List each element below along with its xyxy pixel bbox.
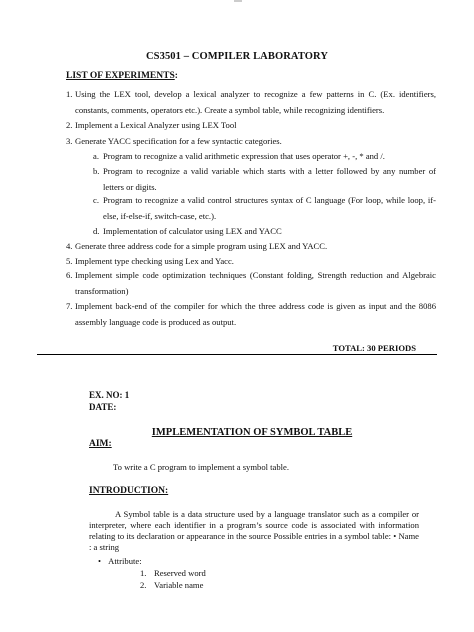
item-text: Implement simple code optimization techniques (Constant folding, Strength reduction and Algebraic transformation): [75, 270, 436, 296]
attribute-text: Reserved word: [154, 568, 206, 578]
sub-item-letter: a.: [93, 151, 99, 161]
section-title: IMPLEMENTATION OF SYMBOL TABLE: [151, 427, 353, 438]
list-item: [66, 87, 436, 119]
list-heading: [66, 71, 178, 81]
total-periods: TOTAL: 30 PERIODS: [332, 343, 416, 353]
exercise-number: EX. NO: 1: [89, 390, 130, 400]
page-title: CS3501 – COMPILER LABORATORY: [145, 51, 329, 62]
exercise-date: DATE:: [89, 402, 117, 412]
list-item: [66, 239, 436, 255]
item-number: 5.: [66, 256, 73, 266]
item-number: 2.: [66, 120, 73, 130]
attribute-list-item: [140, 568, 206, 578]
sub-item: [93, 193, 436, 225]
item-text: Generate three address code for a simple program using LEX and YACC.: [75, 241, 328, 251]
item-number: 3.: [66, 136, 73, 146]
item-text: Implement a Lexical Analyzer using LEX Tool: [75, 120, 237, 130]
sub-item-text: Program to recognize a valid arithmetic expression that uses operator +, -, * and /.: [103, 151, 385, 161]
sub-item: [93, 164, 436, 196]
list-item: [66, 134, 436, 150]
attribute-number: 1.: [140, 568, 147, 578]
list-heading-colon: :: [174, 71, 178, 81]
attribute-list-item: [140, 580, 204, 590]
aim-heading: AIM:: [89, 439, 112, 449]
aim-text: To write a C program to implement a symbol table.: [113, 462, 290, 472]
sub-item-text: Program to recognize a valid variable which starts with a letter followed by any number of letters or digits.: [103, 166, 436, 192]
list-item: [66, 268, 436, 300]
item-number: 1.: [66, 89, 73, 99]
sub-item: [93, 224, 436, 240]
attribute-bullet: [98, 556, 142, 566]
bullet-icon: •: [98, 556, 102, 566]
attribute-number: 2.: [140, 580, 147, 590]
list-heading-text: LIST OF EXPERIMENTS: [66, 71, 175, 81]
item-text: Generate YACC specification for a few syntactic categories.: [75, 136, 282, 146]
list-item: [66, 118, 436, 134]
sub-item-text: Program to recognize a valid control structures syntax of C language (For loop, while loop, if-else, if-else-if, switch-case, etc.).: [103, 195, 436, 221]
item-number: 7.: [66, 301, 73, 311]
attribute-label: Attribute:: [108, 556, 142, 566]
list-item: [66, 299, 436, 331]
sub-item-letter: d.: [93, 226, 100, 236]
item-number: 4.: [66, 241, 73, 251]
introduction-heading: INTRODUCTION:: [89, 486, 169, 496]
item-text: Using the LEX tool, develop a lexical analyzer to recognize a few patterns in C. (Ex. identifiers, constants, comments, operators etc.). Create a symbol table, while recognizing identifiers.: [75, 89, 436, 115]
item-text: Implement back-end of the compiler for which the three address code is given as input and the 8086 assembly language code is produced as output.: [75, 301, 436, 327]
divider: [37, 354, 437, 355]
introduction-paragraph: A Symbol table is a data structure used by a language translator such as a compiler or interpreter, where each identifier in a program’s source code is associated with information relating to its declaration or appearance in the source Possible entries in a symbol table: • Name : a string: [89, 509, 419, 552]
sub-item: [93, 149, 436, 165]
attribute-text: Variable name: [154, 580, 204, 590]
sub-item-letter: c.: [93, 195, 99, 205]
item-number: 6.: [66, 270, 73, 280]
page-top-mark: [234, 0, 242, 2]
item-text: Implement type checking using Lex and Yacc.: [75, 256, 234, 266]
sub-item-letter: b.: [93, 166, 100, 176]
sub-item-text: Implementation of calculator using LEX and YACC: [103, 226, 282, 236]
